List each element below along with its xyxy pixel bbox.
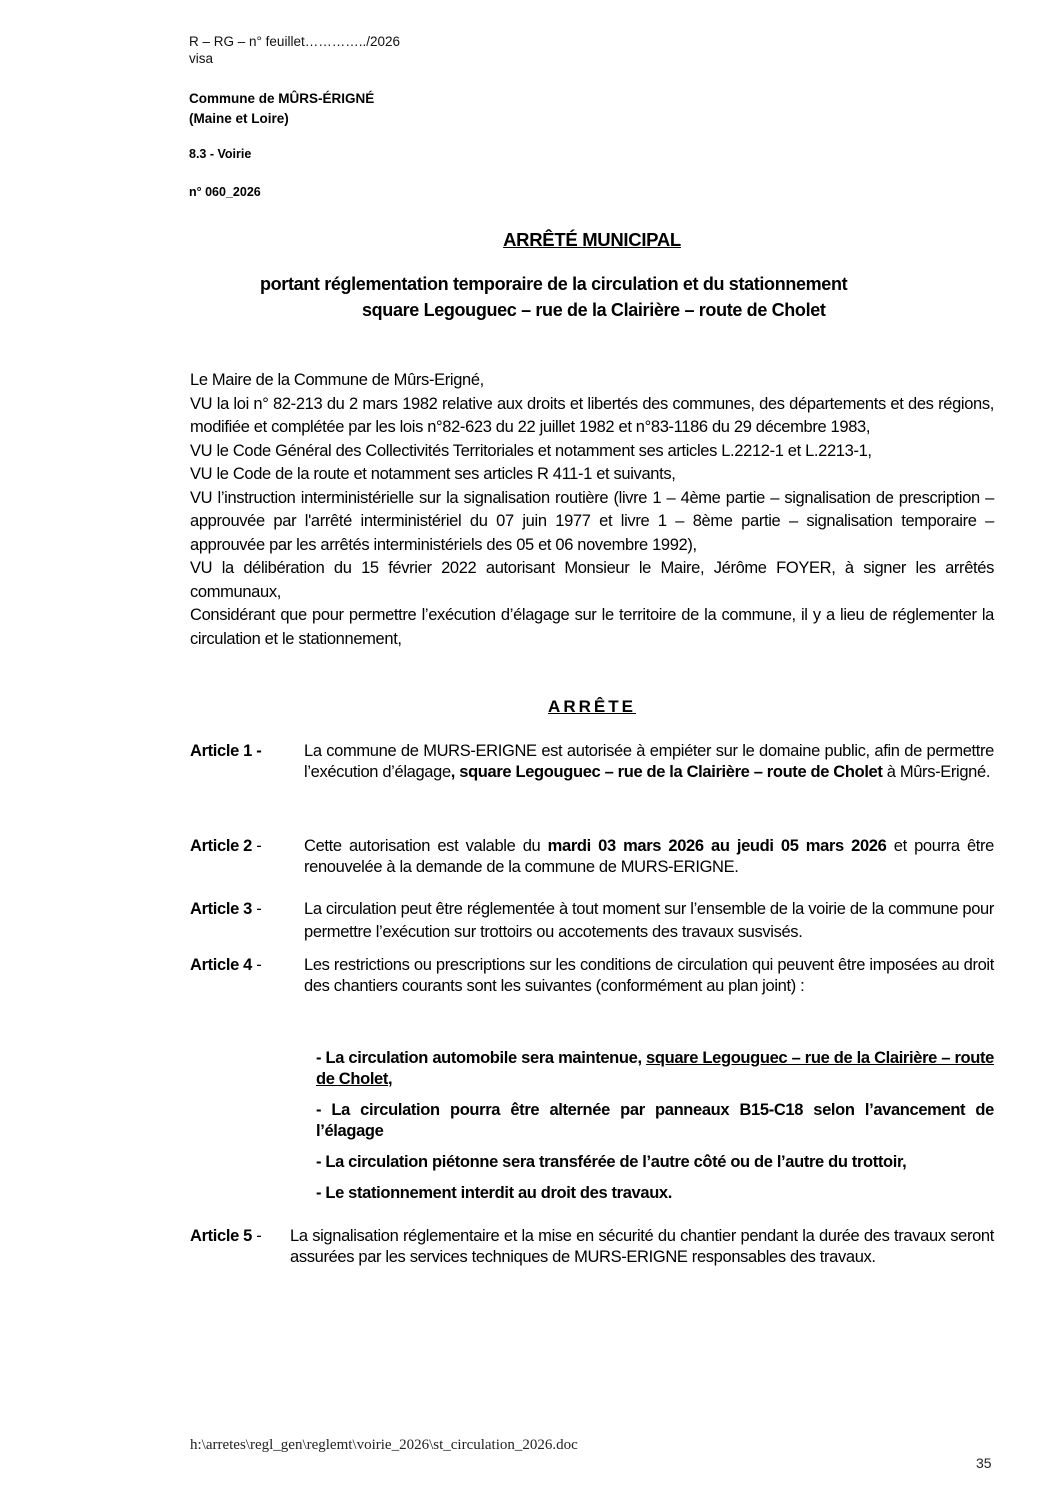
article-4	[190, 955, 994, 997]
commune-name: Commune de MÛRS-ÉRIGNÉ	[189, 91, 375, 106]
preamble-mayor: Le Maire de la Commune de Mûrs-Erigné,	[190, 371, 484, 389]
article-label	[190, 1226, 261, 1247]
preamble-vu-deliberation: VU la délibération du 15 février 2022 autorisant Monsieur le Maire, Jérôme FOYER, à signer les arrêtés communaux,	[190, 559, 994, 601]
article-dash: -	[251, 742, 262, 760]
text-segment: à Mûrs-Erigné.	[882, 763, 991, 781]
registry-line: R – RG – n° feuillet…………../2026	[189, 34, 400, 49]
article-label	[190, 955, 261, 976]
visa-label: visa	[189, 51, 214, 66]
preamble-vu-cgct: VU le Code Général des Collectivités Territoriales et notamment ses articles L.2212-1 et L.2213-1,	[190, 441, 872, 460]
article-label	[190, 898, 261, 921]
article-dash: -	[251, 956, 262, 974]
article-number: Article 4	[190, 956, 252, 974]
article-number: Article 5	[190, 1227, 252, 1245]
arrete-heading: ARRÊTE	[548, 697, 636, 716]
department-name: (Maine et Loire)	[189, 111, 289, 126]
text-segment: Cette autorisation est valable du	[304, 837, 548, 855]
article-text	[304, 836, 994, 878]
article-number: Article 3	[190, 900, 252, 918]
commune-block	[189, 89, 374, 129]
article-dash: -	[251, 900, 262, 918]
article-dash: -	[251, 837, 262, 855]
page-number: 35	[976, 1455, 992, 1471]
article-3	[190, 898, 994, 944]
footer-file-path: h:\arretes\regl_gen\reglemt\voirie_2026\st_circulation_2026.doc	[190, 1437, 578, 1453]
article-label	[190, 741, 261, 762]
article-1	[190, 741, 994, 783]
text-segment-bold: mardi 03 mars 2026 au jeudi 05 mars 2026	[547, 837, 887, 855]
restrictions-list	[316, 1048, 994, 1214]
text-segment: La commune de MURS-ERIGNE est autorisée à empiéter sur le domaine public, afin de permettre l’exécution d’élagage	[304, 742, 994, 781]
article-number: Article 1	[190, 742, 252, 760]
restriction-item: - La circulation piétonne sera transférée de l’autre côté ou de l’autre du trottoir,	[316, 1153, 907, 1171]
article-5	[190, 1226, 994, 1268]
text-segment: et pourra être renouvelée à la demande de la commune de MURS-ERIGNE.	[304, 837, 994, 876]
text-segment-bold: , square Legouguec – rue de la Clairière – route de Cholet	[450, 763, 883, 781]
street-names-underlined: square Legouguec – rue de la Clairière – route de Cholet	[316, 1049, 994, 1088]
subtitle-line-1: portant réglementation temporaire de la circulation et du stationnement	[260, 274, 848, 294]
text-segment: ,	[388, 1070, 393, 1088]
article-text: La signalisation réglementaire et la mise en sécurité du chantier pendant la durée des travaux seront assurées par les services techniques de MURS-ERIGNE responsables des travaux.	[290, 1227, 994, 1266]
registry-header	[189, 33, 400, 67]
article-dash: -	[251, 1227, 262, 1245]
preamble-vu-loi: VU la loi n° 82-213 du 2 mars 1982 relative aux droits et libertés des communes, des départements et des régions, modifiée et complétée par les lois n°82-623 du 22 juillet 1982 et n°83-1186 du 29 décembre 1983,	[190, 394, 994, 436]
subtitle-line-2: square Legouguec – rue de la Clairière – route de Cholet	[362, 300, 826, 320]
page-title: ARRÊTÉ MUNICIPAL	[503, 229, 681, 250]
article-text: La circulation peut être réglementée à tout moment sur l’ensemble de la voirie de la commune pour permettre l’exécution sur trottoirs ou accotements des travaux susvisés.	[304, 900, 994, 941]
restriction-item: - Le stationnement interdit au droit des travaux.	[316, 1184, 672, 1202]
article-text	[304, 741, 994, 783]
article-2	[190, 836, 994, 878]
preamble	[190, 369, 994, 651]
preamble-vu-code-route: VU le Code de la route et notamment ses articles R 411-1 et suivants,	[190, 465, 676, 483]
restriction-item	[316, 1048, 994, 1090]
section-label: 8.3 - Voirie	[189, 147, 252, 161]
text-segment: - La circulation automobile sera maintenue,	[316, 1049, 647, 1067]
preamble-considerant: Considérant que pour permettre l’exécution d’élagage sur le territoire de la commune, il y a lieu de réglementer la circulation et le stationnement,	[190, 606, 994, 648]
article-text: Les restrictions ou prescriptions sur les conditions de circulation qui peuvent être imposées au droit des chantiers courants sont les suivantes (conformément au plan joint) :	[304, 956, 994, 995]
article-number: Article 2	[190, 837, 252, 855]
decree-number: n° 060_2026	[189, 185, 261, 199]
restriction-item: - La circulation pourra être alternée par panneaux B15-C18 selon l’avancement de l’élagage	[316, 1101, 994, 1140]
article-label	[190, 836, 261, 857]
preamble-vu-instruction: VU l’instruction interministérielle sur la signalisation routière (livre 1 – 4ème partie – signalisation de prescription – approuvée par l'arrêté interministériel du 07 juin 1977 et livre 1 – 8ème partie – signalisation temporaire – approuvée par les arrêtés interministériels des 05 et 06 novembre 1992),	[190, 488, 994, 554]
